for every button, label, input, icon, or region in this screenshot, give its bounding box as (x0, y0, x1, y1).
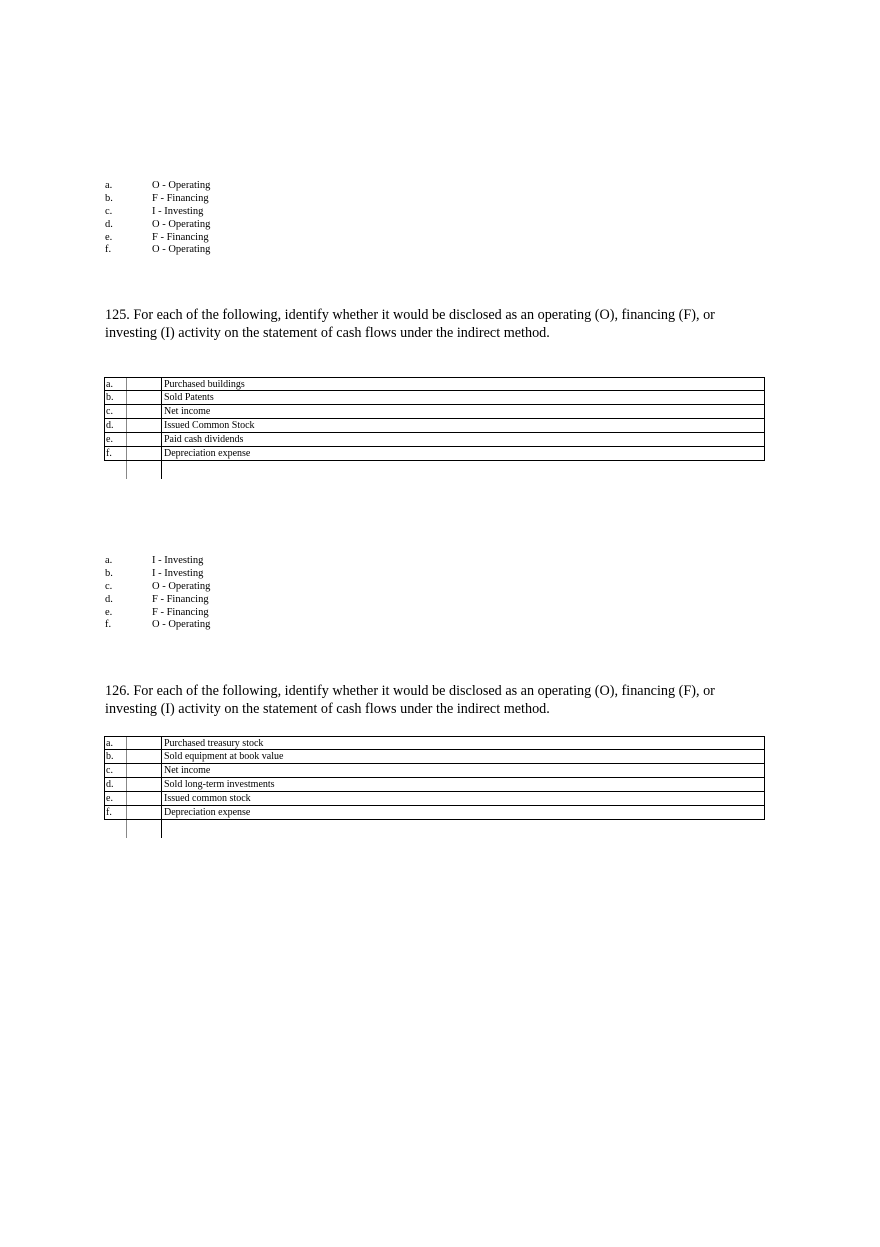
divider (161, 820, 162, 838)
question-125-text: 125. For each of the following, identify whether it would be disclosed as an operating (O), financing (F), or investing (I) activity on the statement of cash flows under the indirect method. (105, 307, 715, 341)
answer-cell[interactable] (127, 778, 162, 791)
answer-row: f. O - Operating (105, 244, 211, 256)
table-tail (104, 461, 765, 479)
table-row: a. Purchased treasury stock (104, 736, 765, 750)
answer-row: a. O - Operating (105, 180, 211, 191)
answer-row: c. I - Investing (105, 205, 204, 217)
question-126-table (104, 736, 765, 838)
table-row: e. Paid cash dividends (104, 433, 765, 447)
question-125-table (104, 377, 765, 479)
answer-row: e. F - Financing (105, 606, 209, 618)
table-row: e. Issued common stock (104, 792, 765, 806)
table-row: c. Net income (104, 405, 765, 419)
answers-question-125 (105, 555, 210, 632)
table-row: a. Purchased buildings (104, 377, 765, 391)
answer-row: f. O - Operating (105, 619, 211, 631)
answer-row: d. F - Financing (105, 593, 209, 605)
answer-row: a. I - Investing (105, 555, 204, 566)
answers-prev-question (105, 180, 210, 257)
answer-cell[interactable] (127, 806, 162, 819)
answer-cell[interactable] (127, 792, 162, 805)
answer-cell[interactable] (127, 378, 162, 390)
table-row: b. Sold equipment at book value (104, 750, 765, 764)
answer-row: d. O - Operating (105, 218, 211, 230)
answer-cell[interactable] (127, 405, 162, 418)
answer-row: c. O - Operating (105, 580, 211, 592)
answer-cell[interactable] (127, 737, 162, 749)
question-126-text: 126. For each of the following, identify whether it would be disclosed as an operating (O), financing (F), or investing (I) activity on the statement of cash flows under the indirect method. (105, 683, 715, 717)
divider (126, 820, 127, 838)
answer-cell[interactable] (127, 433, 162, 446)
divider (126, 461, 127, 479)
answer-cell[interactable] (127, 764, 162, 777)
divider (161, 461, 162, 479)
answer-row: b. I - Investing (105, 567, 204, 579)
answer-cell[interactable] (127, 447, 162, 460)
table-row: f. Depreciation expense (104, 806, 765, 820)
answer-cell[interactable] (127, 419, 162, 432)
table-row: f. Depreciation expense (104, 447, 765, 461)
table-row: d. Issued Common Stock (104, 419, 765, 433)
table-row: b. Sold Patents (104, 391, 765, 405)
table-tail (104, 820, 765, 838)
table-row: c. Net income (104, 764, 765, 778)
answer-cell[interactable] (127, 391, 162, 404)
answer-cell[interactable] (127, 750, 162, 763)
answer-row: b. F - Financing (105, 192, 209, 204)
table-row: d. Sold long-term investments (104, 778, 765, 792)
answer-row: e. F - Financing (105, 231, 209, 243)
